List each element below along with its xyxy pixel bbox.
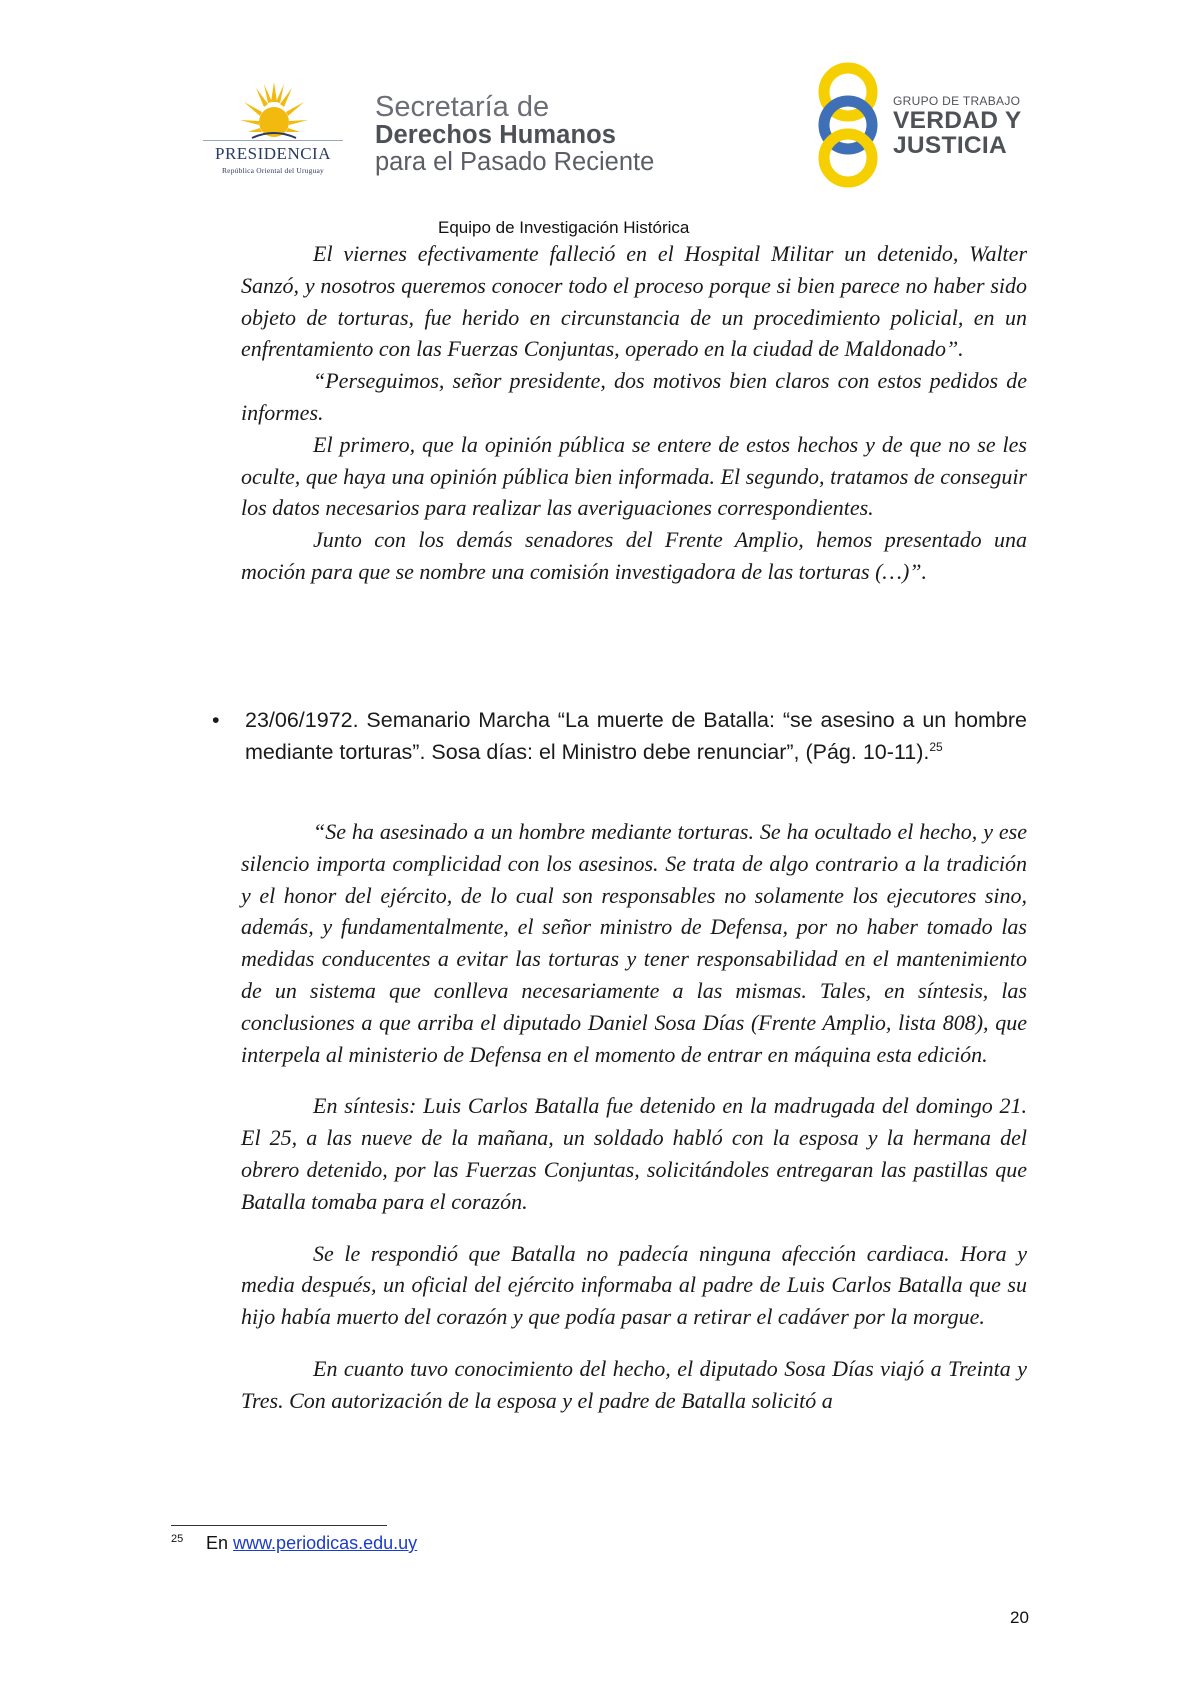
footnote-divider <box>171 1525 387 1526</box>
intro-paragraph: Junto con los demás senadores del Frente Amplio, hemos presentado una moción para que se nombre una comisión investigadora de las torturas (…)”. <box>241 527 1027 584</box>
grupo-line1: GRUPO DE TRABAJO <box>893 94 1021 108</box>
presidencia-logo <box>198 80 348 180</box>
grupo-title <box>893 94 1022 158</box>
quote-paragraph: Se le respondió que Batalla no padecía ninguna afección cardiaca. Hora y media después, un oficial del ejército informaba al padre de Luis Carlos Batalla que su hijo había muerto del corazón y que podía pasar a retirar el cadáver por la morgue. <box>241 1240 1027 1330</box>
quote-paragraph: “Se ha asesinado a un hombre mediante torturas. Se ha ocultado el hecho, y ese silencio importa complicidad con los asesinos. Se trata de algo contrario a la tradición y el honor del ejército, de lo cual son responsables no solamente los ejecutores sino, además, y fundamentalmente, el señor ministro de Defensa, por no haber tomado las medidas conducentes a evitar las torturas y tener responsabilidad en el mantenimiento de un sistema que conlleva necesariamente a las mismas. Tales, en síntesis, las conclusiones a que arriba el diputado Daniel Sosa Días (Frente Amplio, lista 808), que interpela al ministerio de Defensa en el momento de entrar en máquina esta edición. <box>241 819 1027 1067</box>
footnote-number: 25 <box>171 1533 184 1545</box>
grupo-line2: VERDAD Y <box>893 107 1022 134</box>
presidencia-subtitle: República Oriental del Uruguay <box>221 166 324 175</box>
page-header <box>0 0 1191 237</box>
intro-text <box>241 238 1027 588</box>
intro-paragraph: “Perseguimos, señor presidente, dos motivos bien claros con estos pedidos de informes. <box>241 368 1027 425</box>
sun-icon <box>238 80 310 140</box>
page-number: 20 <box>1010 1608 1029 1627</box>
footnote-text <box>206 1533 417 1554</box>
quote-paragraph: En cuanto tuvo conocimiento del hecho, el diputado Sosa Días viajó a Treinta y Tres. Con autorización de la esposa y el padre de Batalla solicitó a <box>241 1355 1027 1413</box>
secretaria-title <box>375 92 654 176</box>
quote-text <box>241 816 1027 1437</box>
intro-paragraph: El primero, que la opinión pública se entere de estos hechos y de que no se les oculte, que haya una opinión pública bien informada. El segundo, tratamos de conseguir los datos necesarios para realizar las averiguaciones correspondientes. <box>241 431 1027 521</box>
bullet-text: 23/06/1972. Semanario Marcha “La muerte de Batalla: “se asesino a un hombre mediante torturas”. Sosa días: el Ministro debe renunciar”, (Pág. 10-11). <box>245 708 1027 764</box>
footnote-link[interactable]: www.periodicas.edu.uy <box>233 1533 418 1553</box>
bullet-content <box>245 704 1027 768</box>
secretaria-line3: para el Pasado Reciente <box>375 148 655 176</box>
secretaria-line2: Derechos Humanos <box>375 121 617 149</box>
team-title: Equipo de Investigación Histórica <box>438 218 690 237</box>
intro-paragraph: El viernes efectivamente falleció en el Hospital Militar un detenido, Walter Sanzó, y nosotros queremos conocer todo el proceso porque si bien parece no haber sido objeto de torturas, fue herido en circunstancia de un procedimiento policial, en un enfrentamiento con las Fuerzas Conjuntas, operado en la ciudad de Maldonado”. <box>241 241 1027 362</box>
grupo-line3: JUSTICIA <box>893 132 1008 159</box>
footnote-reference[interactable]: 25 <box>929 739 943 754</box>
grupo-rings-icon <box>808 62 888 188</box>
quote-paragraph: En síntesis: Luis Carlos Batalla fue detenido en la madrugada del domingo 21. El 25, a las nueve de la mañana, un soldado habló con la esposa y la hermana del obrero detenido, por las Fuerzas Conjuntas, solicitándoles entregaran las pastillas que Batalla tomaba para el corazón. <box>241 1093 1027 1214</box>
presidencia-name: PRESIDENCIA <box>214 144 331 163</box>
logo-divider <box>203 140 343 141</box>
footnote-prefix: En <box>206 1533 229 1553</box>
secretaria-line1: Secretaría de <box>375 91 550 123</box>
bullet-symbol: • <box>212 708 220 732</box>
